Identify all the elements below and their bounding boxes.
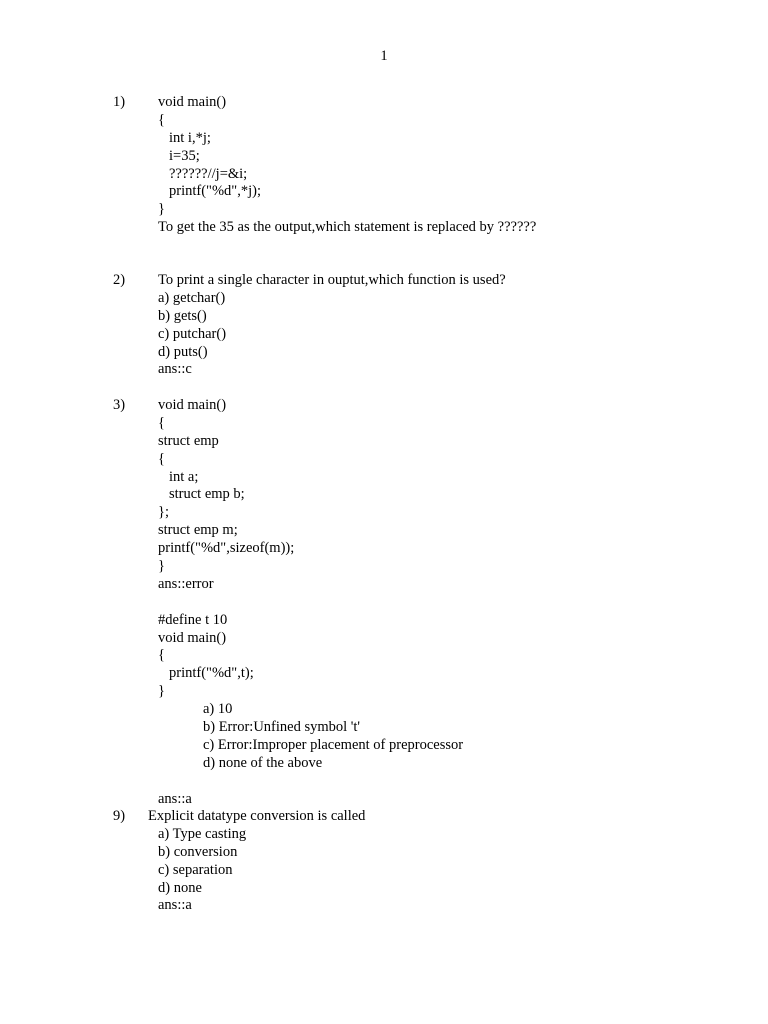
code-line: i=35;: [169, 147, 200, 164]
option-b: b) gets(): [158, 307, 207, 324]
question-1-body: [158, 94, 536, 237]
option-d: d) puts(): [158, 343, 208, 360]
page-number: 1: [380, 48, 388, 64]
code-line: struct emp b;: [169, 486, 245, 503]
question-9-body: [148, 808, 366, 915]
question-2-body: [158, 272, 506, 379]
question-1-number: 1): [113, 94, 126, 110]
option-c: c) Error:Improper placement of preprocessor: [203, 736, 464, 753]
answer-line: ans::error: [158, 575, 214, 592]
option-b: b) Error:Unfined symbol 't': [203, 719, 361, 736]
code-line: }: [158, 558, 165, 575]
question-text: To get the 35 as the output,which statement is replaced by ??????: [158, 219, 537, 236]
option-a: a) Type casting: [158, 825, 247, 842]
question-2-number: 2): [113, 272, 126, 288]
blank-line: [158, 773, 463, 791]
code-line: };: [158, 504, 169, 521]
code-line: printf("%d",t);: [169, 665, 254, 682]
code-line: {: [158, 414, 165, 431]
answer-line: ans::c: [158, 361, 192, 378]
question-3-body: [158, 397, 463, 808]
answer-line: ans::a: [158, 790, 192, 807]
code-line: void main(): [158, 94, 227, 110]
code-line: {: [158, 647, 165, 664]
option-c: c) separation: [158, 861, 233, 878]
question-9-number: 9): [113, 808, 126, 824]
code-line: #define t 10: [158, 611, 228, 628]
code-line: }: [158, 201, 165, 218]
code-line: {: [158, 111, 165, 128]
code-line: {: [158, 450, 165, 467]
question-3-number: 3): [113, 397, 126, 413]
question-text: Explicit datatype conversion is called: [148, 808, 366, 824]
option-c: c) putchar(): [158, 325, 227, 342]
option-d: d) none: [158, 879, 202, 896]
code-line: }: [158, 683, 165, 700]
code-line: void main(): [158, 397, 227, 413]
code-line: printf("%d",sizeof(m));: [158, 540, 295, 557]
code-line: void main(): [158, 629, 227, 646]
option-b: b) conversion: [158, 843, 238, 860]
blank-line: [158, 594, 463, 612]
code-line: int i,*j;: [169, 129, 211, 146]
option-a: a) getchar(): [158, 289, 226, 306]
code-line: int a;: [169, 468, 199, 485]
code-line: struct emp: [158, 432, 219, 449]
code-line: ??????//j=&i;: [169, 165, 248, 182]
code-line: struct emp m;: [158, 522, 238, 539]
question-text: To print a single character in ouptut,which function is used?: [158, 272, 506, 288]
option-d: d) none of the above: [203, 754, 323, 771]
answer-line: ans::a: [158, 897, 192, 914]
code-line: printf("%d",*j);: [169, 183, 261, 200]
option-a: a) 10: [203, 701, 233, 718]
